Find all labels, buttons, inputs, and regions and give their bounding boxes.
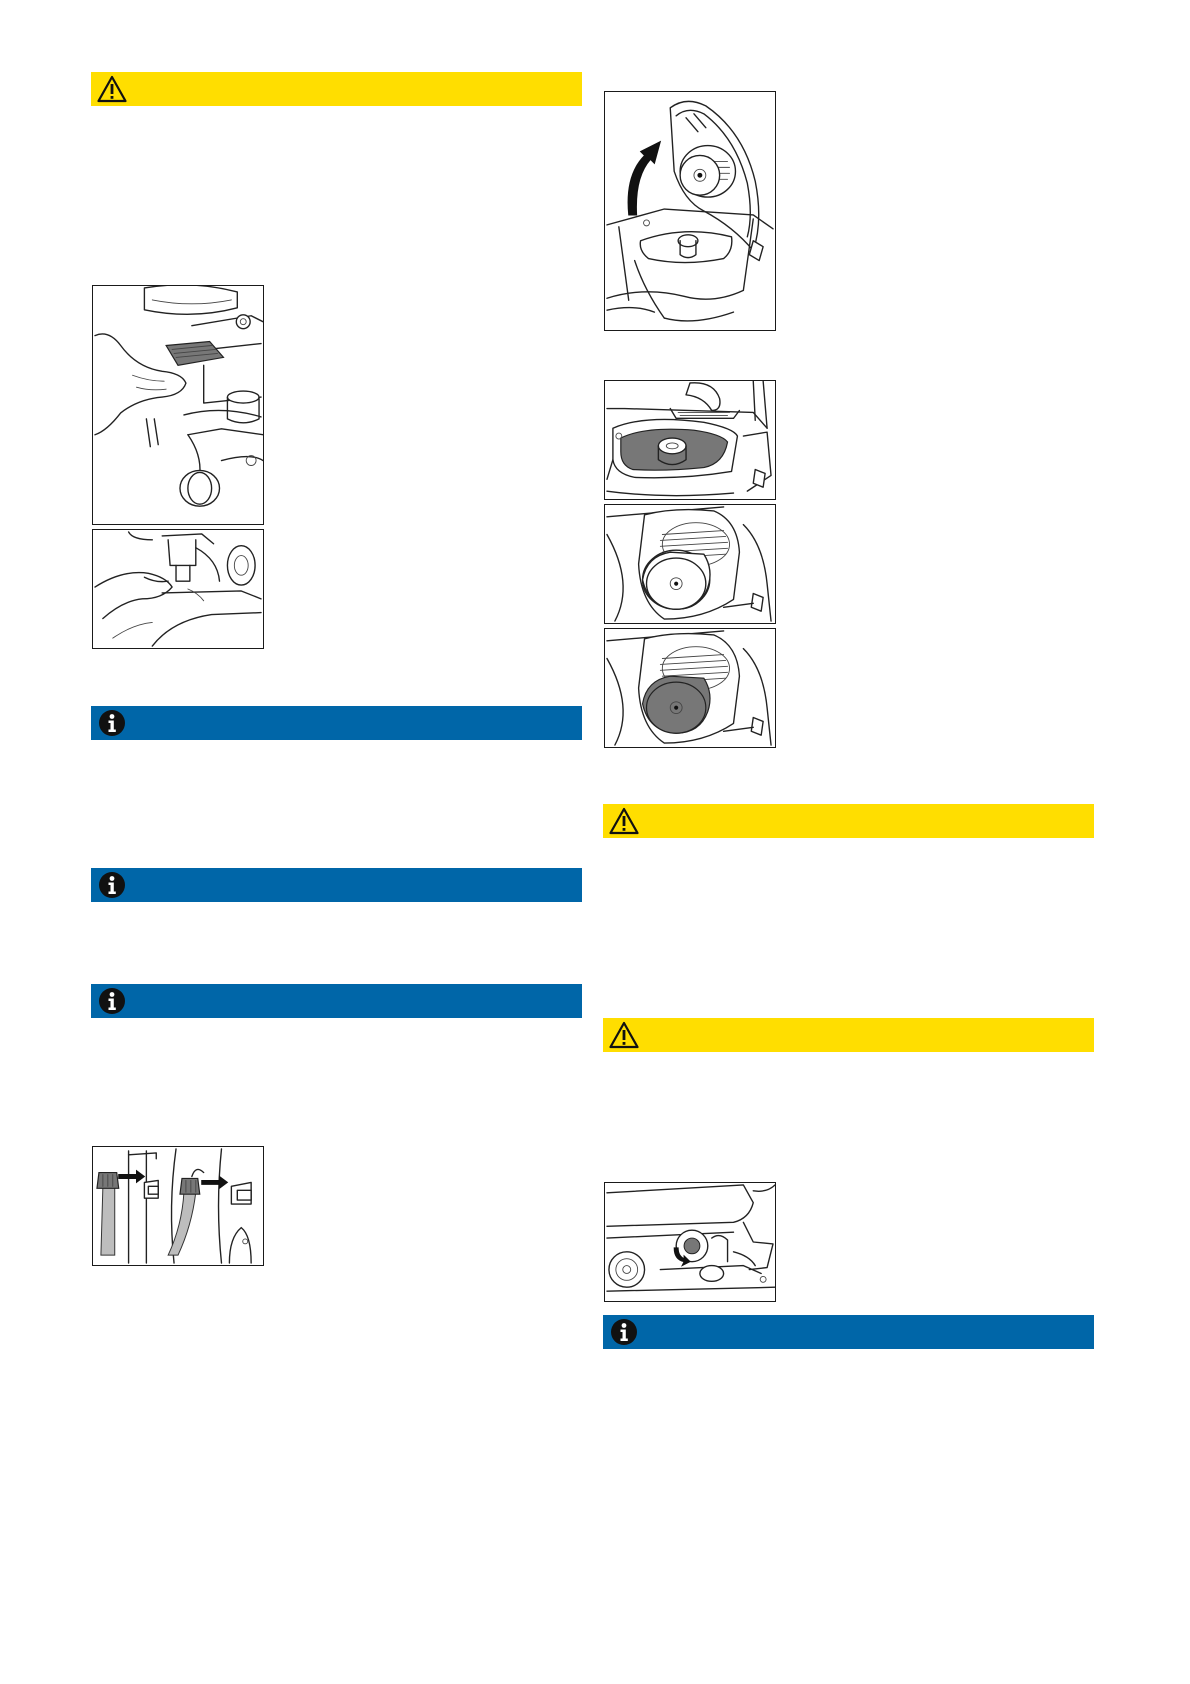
figure-lever-lift (92, 285, 264, 525)
warning-bar-3 (603, 1018, 1094, 1052)
info-bar-4 (603, 1315, 1094, 1349)
warning-triangle-icon (609, 807, 639, 835)
warning-triangle-icon (609, 1021, 639, 1049)
figure-motor-filter-grey (604, 628, 776, 748)
info-icon (97, 987, 127, 1015)
warning-triangle-icon (97, 75, 127, 103)
info-icon (609, 1318, 639, 1346)
figure-rotary-knob (604, 1182, 776, 1302)
figure-hoses-disconnect (92, 1146, 264, 1266)
figure-float-tray (604, 380, 776, 500)
info-icon (97, 871, 127, 899)
info-bar-1 (91, 706, 582, 740)
info-bar-3 (91, 984, 582, 1018)
warning-bar-2 (603, 804, 1094, 838)
figure-squeegee-release (92, 529, 264, 649)
info-icon (97, 709, 127, 737)
figure-motor-filter (604, 504, 776, 624)
figure-cover-open (604, 91, 776, 331)
warning-bar-1 (91, 72, 582, 106)
info-bar-2 (91, 868, 582, 902)
